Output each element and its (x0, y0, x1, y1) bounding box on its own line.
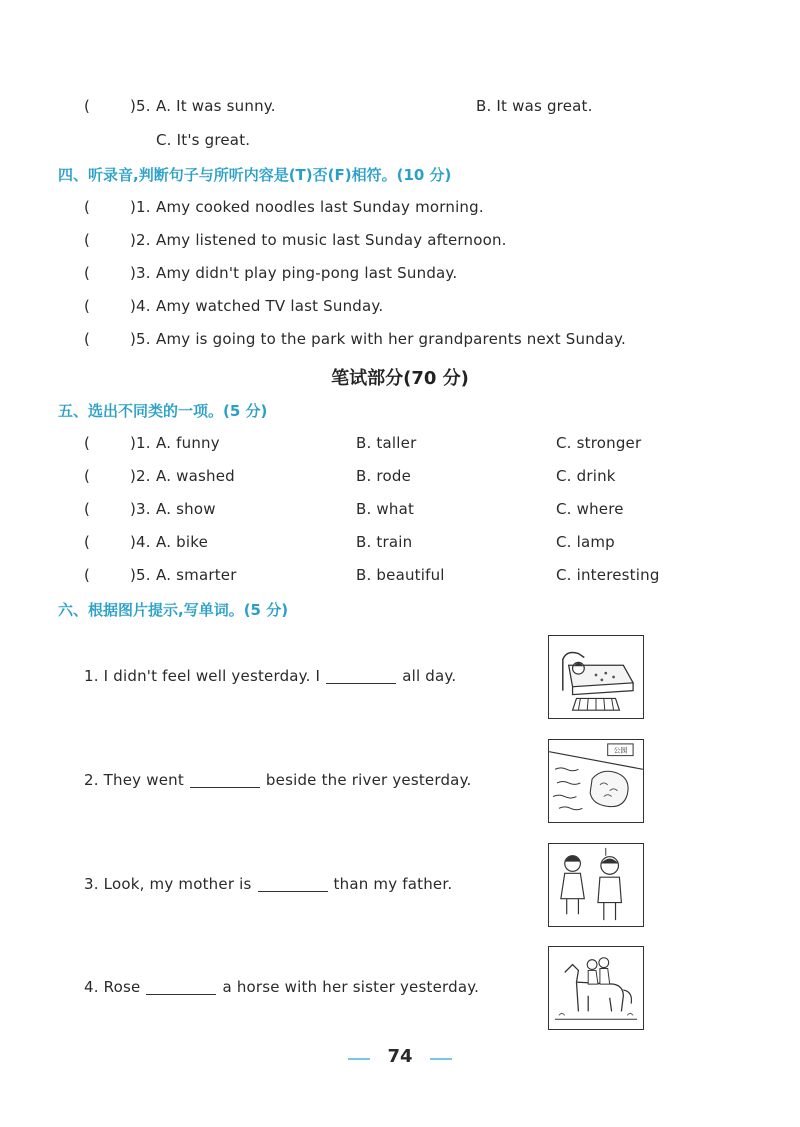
mother-father-picture (548, 843, 644, 927)
section5-heading: 五、选出不同类的一项。(5 分) (58, 402, 268, 420)
question-text: Amy is going to the park with her grandparents next Sunday. (156, 330, 626, 348)
answer-paren: ( (84, 434, 90, 452)
question-number: )5. (130, 330, 151, 348)
option-b: B. It was great. (476, 97, 593, 115)
question-number: )2. (130, 231, 151, 249)
bed-illustration (549, 636, 643, 718)
question-number: )3. (130, 264, 151, 282)
river-illustration (549, 740, 643, 822)
option-c: C. drink (556, 467, 616, 485)
fill-sentence-1 (84, 667, 456, 685)
option-a: A. washed (156, 467, 235, 485)
answer-paren: ( (84, 198, 90, 216)
question-number: )4. (130, 297, 151, 315)
answer-paren: ( (84, 566, 90, 584)
question-text: Amy watched TV last Sunday. (156, 297, 384, 315)
option-a: A. show (156, 500, 216, 518)
option-a: A. funny (156, 434, 220, 452)
answer-paren: ( (84, 264, 90, 282)
option-c: C. where (556, 500, 624, 518)
sentence-start: 1. I didn't feel well yesterday. I (84, 667, 321, 685)
answer-paren: ( (84, 500, 90, 518)
sentence-end: a horse with her sister yesterday. (222, 978, 480, 996)
question-text: Amy listened to music last Sunday afternoon. (156, 231, 507, 249)
question-number: )1. (130, 198, 151, 216)
answer-blank[interactable] (146, 980, 216, 995)
written-part-title: 笔试部分(70 分) (331, 368, 469, 389)
option-b: B. beautiful (356, 566, 445, 584)
option-b: B. rode (356, 467, 411, 485)
sentence-start: 3. Look, my mother is (84, 875, 252, 893)
question-number: )1. (130, 434, 151, 452)
page-number: 74 (387, 1046, 413, 1067)
question-text: Amy didn't play ping-pong last Sunday. (156, 264, 458, 282)
river-picture (548, 739, 644, 823)
question-number: )5. (130, 566, 151, 584)
answer-paren: ( (84, 330, 90, 348)
sentence-start: 2. They went (84, 771, 184, 789)
answer-paren: ( (84, 97, 90, 115)
answer-blank[interactable] (258, 877, 328, 892)
question-number: )5. (130, 97, 151, 115)
option-a: A. It was sunny. (156, 97, 276, 115)
footer-dash-right (430, 1058, 452, 1060)
option-c: C. interesting (556, 566, 660, 584)
question-number: )3. (130, 500, 151, 518)
option-c: C. It's great. (156, 131, 251, 149)
answer-blank[interactable] (326, 669, 396, 684)
option-c: C. lamp (556, 533, 615, 551)
answer-paren: ( (84, 467, 90, 485)
fill-sentence-4 (84, 978, 479, 996)
question-number: )2. (130, 467, 151, 485)
option-b: B. taller (356, 434, 417, 452)
answer-paren: ( (84, 533, 90, 551)
sentence-end: beside the river yesterday. (265, 771, 472, 789)
answer-paren: ( (84, 297, 90, 315)
fill-sentence-2 (84, 771, 472, 789)
couple-illustration (549, 844, 643, 926)
sign-text: 公园 (613, 746, 628, 755)
sick-in-bed-picture (548, 635, 644, 719)
option-b: B. train (356, 533, 413, 551)
option-a: A. smarter (156, 566, 237, 584)
horse-riding-picture (548, 946, 644, 1030)
answer-paren: ( (84, 231, 90, 249)
answer-blank[interactable] (190, 773, 260, 788)
section6-heading: 六、根据图片提示,写单词。(5 分) (58, 601, 289, 619)
option-a: A. bike (156, 533, 209, 551)
question-number: )4. (130, 533, 151, 551)
sentence-start: 4. Rose (84, 978, 141, 996)
horse-illustration (549, 947, 643, 1029)
fill-sentence-3 (84, 875, 452, 893)
question-text: Amy cooked noodles last Sunday morning. (156, 198, 484, 216)
option-c: C. stronger (556, 434, 642, 452)
section4-heading: 四、听录音,判断句子与所听内容是(T)否(F)相符。(10 分) (58, 166, 452, 184)
option-b: B. what (356, 500, 415, 518)
sentence-end: than my father. (333, 875, 453, 893)
sentence-end: all day. (402, 667, 457, 685)
